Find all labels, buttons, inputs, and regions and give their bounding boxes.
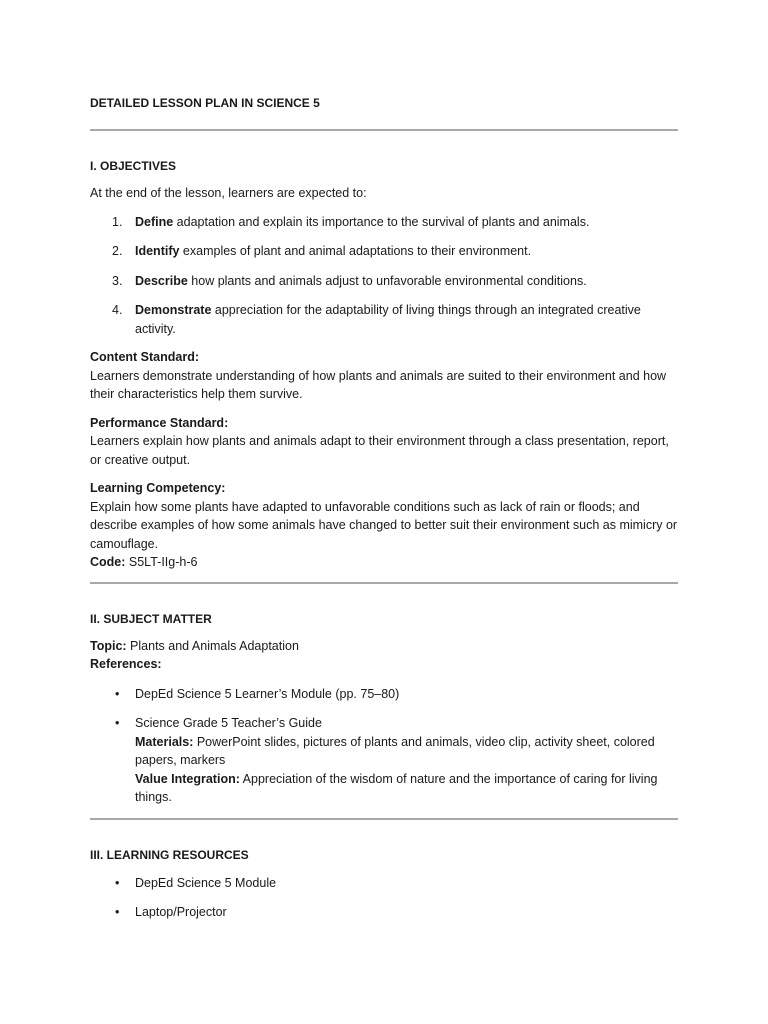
resource-item bbox=[90, 903, 678, 922]
topic-value: Plants and Animals Adaptation bbox=[126, 638, 299, 653]
objectives-intro: At the end of the lesson, learners are expected to: bbox=[90, 186, 367, 200]
value-integration-label: Value Integration: bbox=[135, 771, 240, 786]
objectives-list bbox=[90, 213, 678, 339]
materials-line bbox=[135, 733, 678, 770]
competency-code bbox=[90, 553, 678, 572]
objective-item bbox=[90, 213, 678, 232]
reference-text: DepEd Science 5 Learner’s Module (pp. 75–80) bbox=[135, 686, 400, 701]
topic-label: Topic: bbox=[90, 638, 127, 653]
content-standard-text: Learners demonstrate understanding of how plants and animals are suited to their environment and how their characteristics help them survive. bbox=[90, 368, 667, 401]
objective-item bbox=[90, 272, 678, 291]
divider-objectives bbox=[90, 582, 678, 584]
document-title: DETAILED LESSON PLAN IN SCIENCE 5 bbox=[90, 96, 320, 110]
references-list bbox=[90, 685, 678, 807]
subject-matter-heading: II. SUBJECT MATTER bbox=[90, 611, 212, 626]
objective-text: adaptation and explain its importance to the survival of plants and animals. bbox=[173, 214, 590, 229]
learning-resources-list bbox=[90, 874, 678, 922]
performance-standard-label: Performance Standard: bbox=[90, 415, 229, 430]
reference-item bbox=[90, 685, 678, 704]
bullet: • bbox=[115, 905, 120, 919]
objective-number: 3. bbox=[112, 273, 123, 288]
divider-subject-matter bbox=[90, 818, 678, 820]
bullet: • bbox=[115, 686, 120, 701]
objective-text: examples of plant and animal adaptations to their environment. bbox=[179, 244, 532, 258]
objective-verb: Define bbox=[135, 214, 174, 229]
objective-verb: Demonstrate bbox=[135, 303, 212, 317]
objective-verb: Identify bbox=[135, 244, 180, 258]
value-integration-value: Appreciation of the wisdom of nature and the importance of caring for living things. bbox=[135, 771, 658, 804]
objective-item bbox=[90, 301, 678, 338]
bullet: • bbox=[115, 875, 120, 890]
objective-item bbox=[90, 242, 678, 261]
objective-text: appreciation for the adaptability of living things through an integrated creative activity. bbox=[135, 303, 641, 336]
document-page bbox=[90, 95, 678, 922]
topic-line bbox=[90, 637, 678, 656]
value-integration-line bbox=[135, 770, 678, 807]
code-value: S5LT-IIg-h-6 bbox=[125, 555, 198, 569]
objectives-heading: I. OBJECTIVES bbox=[90, 159, 177, 173]
references-label: References: bbox=[90, 657, 162, 671]
resource-item bbox=[90, 874, 678, 893]
performance-standard-text: Learners explain how plants and animals adapt to their environment through a class presentation, report, or creative output. bbox=[90, 434, 669, 467]
reference-text: Science Grade 5 Teacher’s Guide bbox=[135, 716, 322, 730]
objective-number: 2. bbox=[112, 244, 123, 258]
objective-text: how plants and animals adjust to unfavorable environmental conditions. bbox=[187, 273, 587, 288]
bullet: • bbox=[115, 716, 120, 730]
materials-label: Materials: bbox=[135, 734, 194, 749]
code-label: Code: bbox=[90, 555, 126, 569]
resource-text: Laptop/Projector bbox=[135, 905, 227, 919]
materials-value: PowerPoint slides, pictures of plants and animals, video clip, activity sheet, colored papers, markers bbox=[135, 734, 655, 767]
learning-competency-text: Explain how some plants have adapted to unfavorable conditions such as lack of rain or floods; and describe examples of how some animals have changed to better suit their environment such as mimicry or camouflage. bbox=[90, 499, 678, 551]
learning-competency-label: Learning Competency: bbox=[90, 481, 226, 495]
reference-item bbox=[90, 714, 678, 807]
content-standard-label: Content Standard: bbox=[90, 350, 200, 364]
learning-resources-heading: III. LEARNING RESOURCES bbox=[90, 847, 249, 862]
objective-number: 1. bbox=[112, 214, 123, 229]
objective-number: 4. bbox=[112, 303, 123, 317]
divider-title bbox=[90, 129, 678, 131]
resource-text: DepEd Science 5 Module bbox=[135, 875, 277, 890]
objective-verb: Describe bbox=[135, 273, 188, 288]
